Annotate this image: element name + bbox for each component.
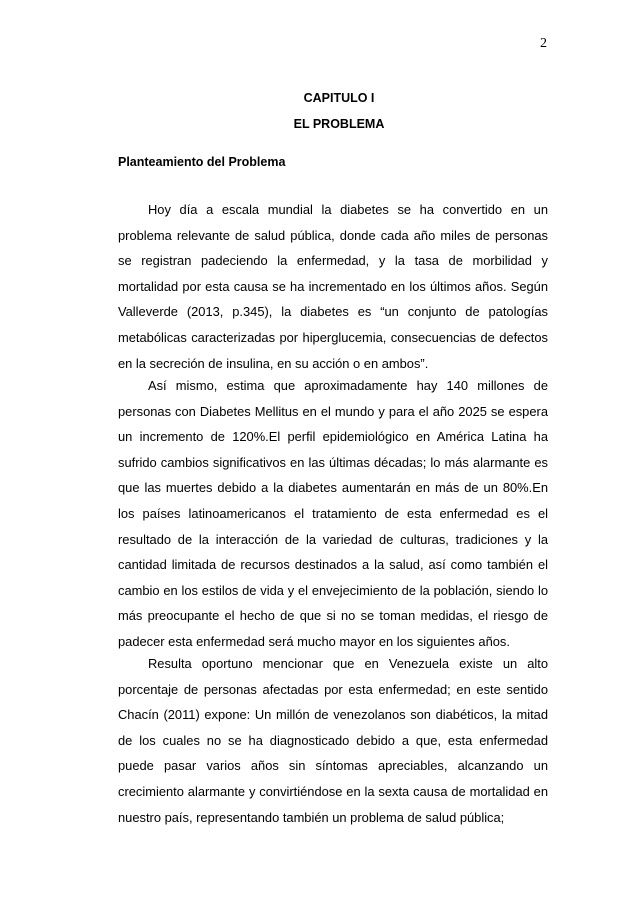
chapter-title: EL PROBLEMA xyxy=(293,117,385,131)
chapter-heading: CAPITULO I xyxy=(303,91,375,105)
page-number: 2 xyxy=(540,36,547,51)
body-paragraph-1: Hoy día a escala mundial la diabetes se ha convertido en un problema relevante de salud pública, donde cada año miles de personas se registran padeciendo la enfermedad, y la tasa de morbilidad y mortalidad por esta causa se ha incrementado en los últimos años. Según Valleverde (2013, p.345), la diabetes es “un conjunto de patologías metabólicas caracterizadas por hiperglucemia, consecuencias de defectos en la secreción de insulina, en su acción o en ambos”. xyxy=(118,202,548,371)
section-title: Planteamiento del Problema xyxy=(118,155,286,169)
body-paragraph-3: Resulta oportuno mencionar que en Venezuela existe un alto porcentaje de personas afectadas por esta enfermedad; en este sentido Chacín (2011) expone: Un millón de venezolanos son diabéticos, la mitad de los cuales no se ha diagnosticado debido a que, esta enfermedad puede pasar varios años sin síntomas apreciables, alcanzando un crecimiento alarmante y convirtiéndose en la sexta causa de mortalidad en nuestro país, representando también un problema de salud pública; xyxy=(118,656,548,825)
body-paragraph-2: Así mismo, estima que aproximadamente hay 140 millones de personas con Diabetes Mellitus en el mundo y para el año 2025 se espera un incremento de 120%.El perfil epidemiológico en América Latina ha sufrido cambios significativos en las últimas décadas; lo más alarmante es que las muertes debido a la diabetes aumentarán en más de un 80%.En los países latinoamericanos el tratamiento de esta enfermedad es el resultado de la interacción de la variedad de culturas, tradiciones y la cantidad limitada de recursos destinados a la salud, así como también el cambio en los estilos de vida y el envejecimiento de la población, siendo lo más preocupante el hecho de que si no se toman medidas, el riesgo de padecer esta enfermedad será mucho mayor en los siguientes años. xyxy=(118,378,548,649)
